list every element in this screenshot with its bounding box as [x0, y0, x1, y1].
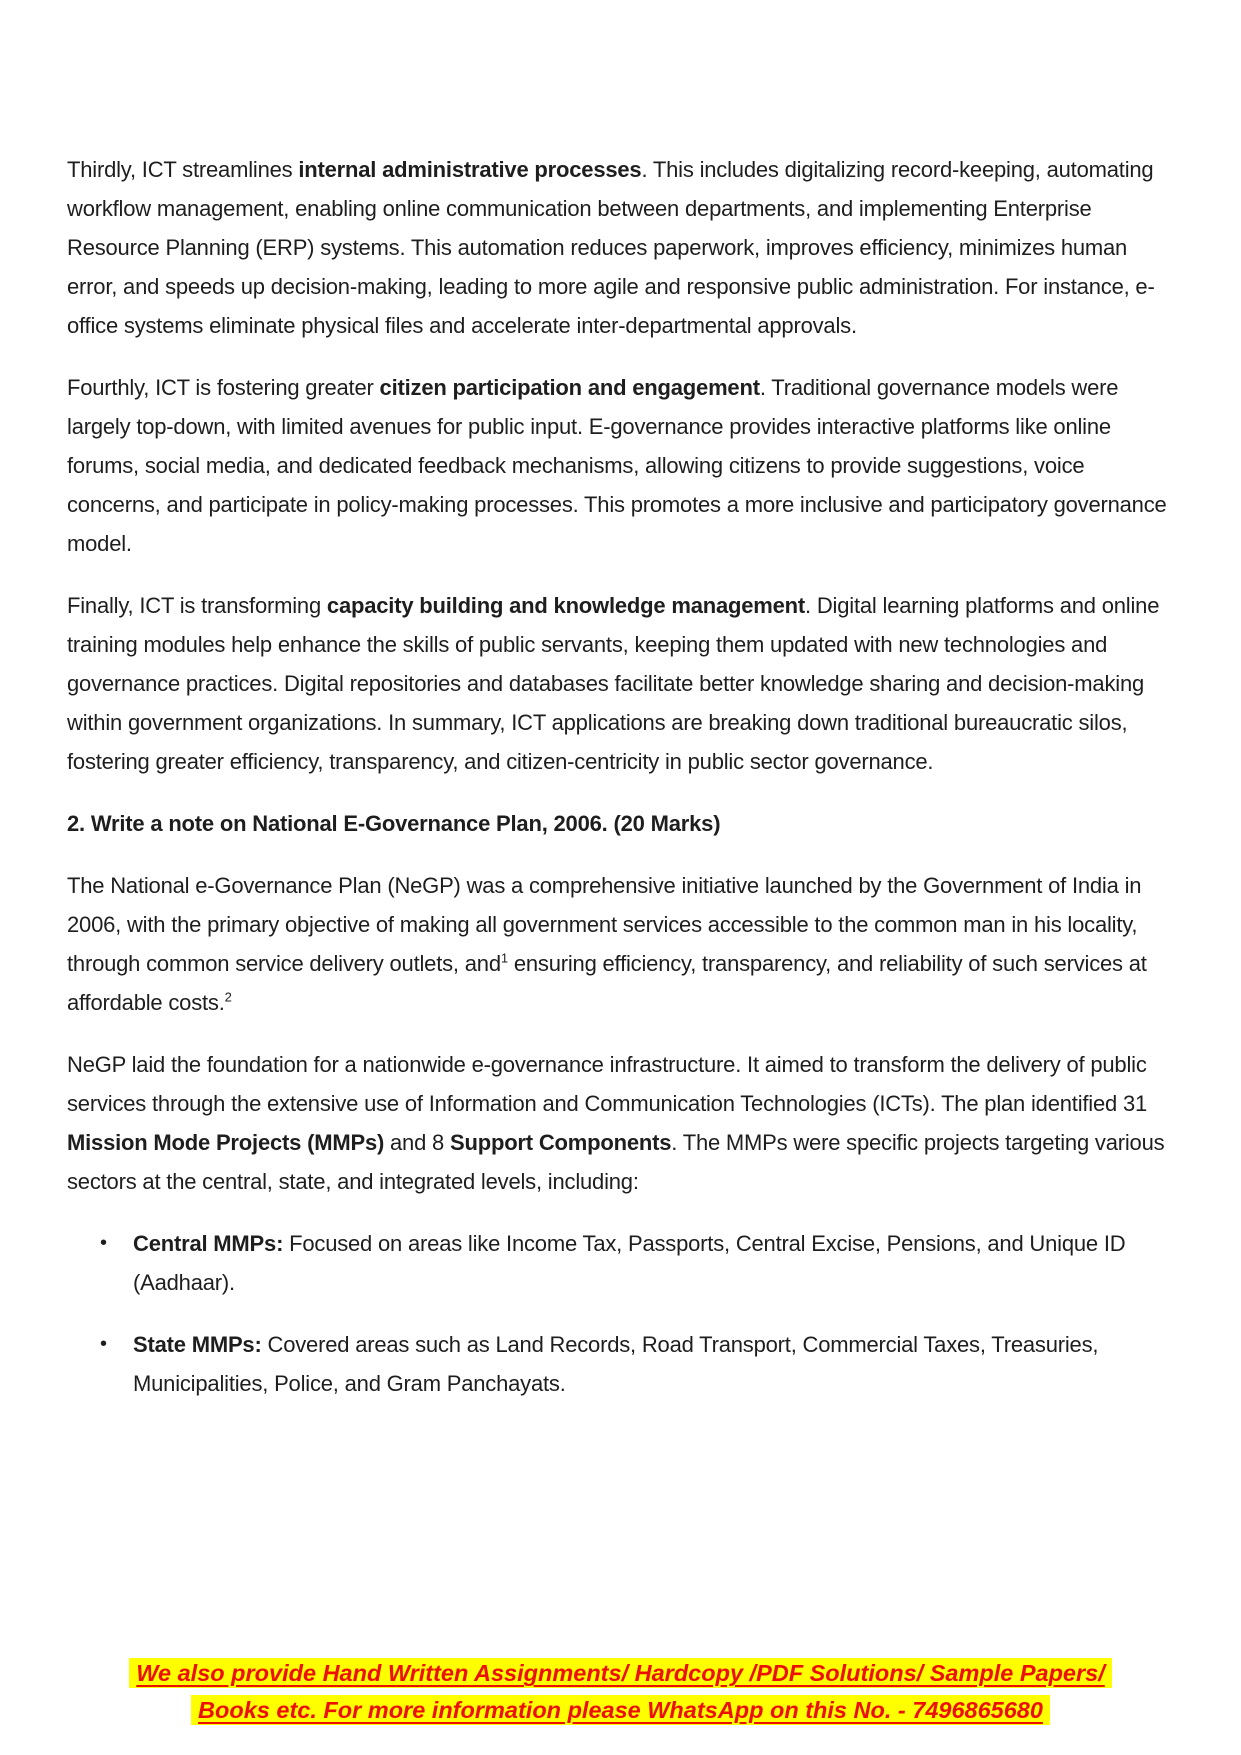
text-run: ensuring efficiency, transparency, and reliability of such services at affordable costs.: [67, 951, 1147, 1015]
bold-run: Support Components: [450, 1130, 672, 1155]
text-run: Covered areas such as Land Records, Road Transport, Commercial Taxes, Treasuries, Municipalities, Police, and Gram Panchayats.: [133, 1332, 1099, 1396]
text-run: NeGP laid the foundation for a nationwide e-governance infrastructure. It aimed to transform the delivery of public services through the extensive use of Information and Communication Technologies (ICTs). The plan identified 31: [67, 1052, 1148, 1116]
footnote-ref-1: 1: [500, 950, 508, 966]
bold-run: capacity building and knowledge management: [326, 593, 806, 618]
bold-run: citizen participation and engagement: [379, 375, 760, 400]
paragraph-negp-intro: [67, 866, 1175, 1022]
bullet-icon: •: [100, 1333, 107, 1355]
section-heading-question-2: 2. Write a note on National E-Governance Plan, 2006. (20 Marks): [67, 811, 721, 836]
paragraph-finally-ict: [67, 586, 1175, 781]
promo-text: We also provide Hand Written Assignments/ Hardcopy /PDF Solutions/ Sample Papers/ Books etc. For more information please WhatsApp on this No. - 7496865680: [129, 1658, 1112, 1725]
text-run: Finally, ICT is transforming: [67, 593, 327, 618]
text-run: The National e-Governance Plan (NeGP) was a comprehensive initiative launched by the Government of India in 2006, with the primary objective of making all government services accessible to the common man in his locality, through common service delivery outlets, and: [67, 873, 1142, 976]
text-run: . The MMPs were specific projects targeting various sectors at the central, state, and integrated levels, including:: [67, 1130, 1165, 1194]
bullet-item-central-mmps: [67, 1224, 1175, 1302]
footnote-ref-2: 2: [224, 989, 232, 1005]
paragraph-fourthly-ict: [67, 368, 1175, 563]
promo-banner: [115, 1655, 1126, 1729]
text-run: Focused on areas like Income Tax, Passports, Central Excise, Pensions, and Unique ID (Aadhaar).: [133, 1231, 1126, 1295]
bold-run: Mission Mode Projects (MMPs): [67, 1130, 385, 1155]
bullet-item-state-mmps: [67, 1325, 1175, 1403]
bullet-icon: •: [100, 1232, 107, 1254]
document-body: [67, 150, 1175, 1426]
text-run: Thirdly, ICT streamlines: [67, 157, 299, 182]
paragraph-negp-foundation: [67, 1045, 1175, 1201]
text-run: . This includes digitalizing record-keeping, automating workflow management, enabling online communication between departments, and implementing Enterprise Resource Planning (ERP) systems. This automation reduces paperwork, improves efficiency, minimizes human error, and speeds up decision-making, leading to more agile and responsive public administration. For instance, e-office systems eliminate physical files and accelerate inter-departmental approvals.: [67, 157, 1155, 338]
bullet-label: Central MMPs:: [133, 1231, 284, 1256]
text-run: and 8: [384, 1130, 450, 1155]
text-run: Fourthly, ICT is fostering greater: [67, 375, 380, 400]
paragraph-thirdly-ict: [67, 150, 1175, 345]
mmp-bullet-list: [67, 1224, 1175, 1403]
bold-run: internal administrative processes: [298, 157, 642, 182]
bullet-label: State MMPs:: [133, 1332, 262, 1357]
text-run: . Traditional governance models were largely top-down, with limited avenues for public input. E-governance provides interactive platforms like online forums, social media, and dedicated feedback mechanisms, allowing citizens to provide suggestions, voice concerns, and participate in policy-making processes. This promotes a more inclusive and participatory governance model.: [67, 375, 1167, 556]
text-run: . Digital learning platforms and online training modules help enhance the skills of public servants, keeping them updated with new technologies and governance practices. Digital repositories and databases facilitate better knowledge sharing and decision-making within government organizations. In summary, ICT applications are breaking down traditional bureaucratic silos, fostering greater efficiency, transparency, and citizen-centricity in public sector governance.: [67, 593, 1160, 774]
